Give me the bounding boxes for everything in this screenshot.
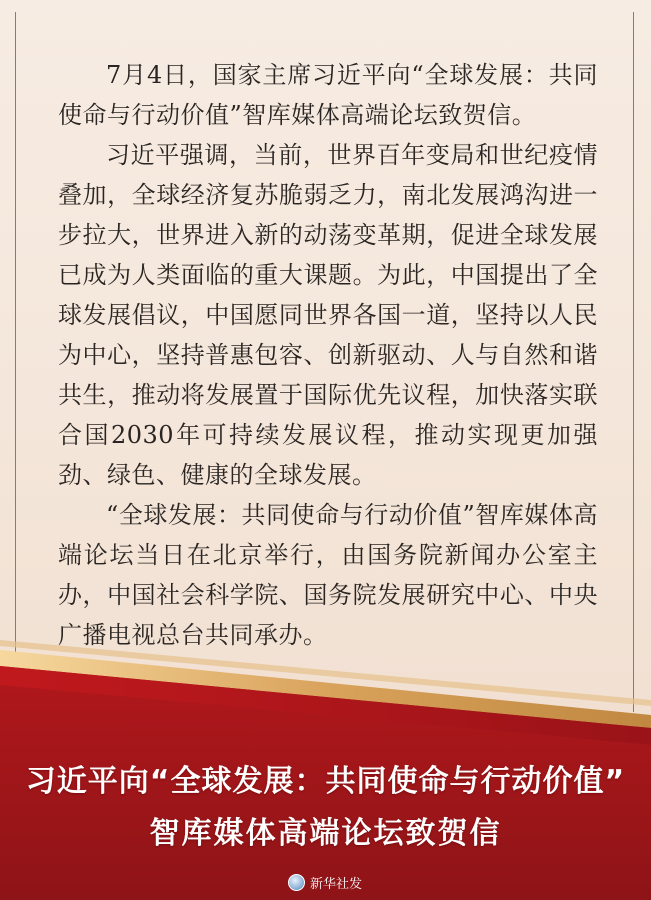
paragraph-3: “全球发展：共同使命与行动价值”智库媒体高端论坛当日在北京举行，由国务院新闻办公室主办，中国社会科学院、国务院发展研究中心、中央广播电视总台共同承办。 xyxy=(58,501,598,649)
headline-line-1: 习近平向“全球发展：共同使命与行动价值” xyxy=(25,764,626,799)
source-label: 新华社发 xyxy=(310,876,363,892)
source-credit xyxy=(288,872,362,892)
headline-line-2: 智库媒体高端论坛致贺信 xyxy=(149,816,502,851)
article-body xyxy=(58,55,598,655)
paragraph-1: 7月4日，国家主席习近平向“全球发展：共同使命与行动价值”智库媒体高端论坛致贺信。 xyxy=(58,61,598,129)
paragraph-2: 习近平强调，当前，世界百年变局和世纪疫情叠加，全球经济复苏脆弱乏力，南北发展鸿沟进一步拉大，世界进入新的动荡变革期，促进全球发展已成为人类面临的重大课题。为此，中国提出了全球发展倡议，中国愿同世界各国一道，坚持以人民为中心，坚持普惠包容、创新驱动、人与自然和谐共生，推动将发展置于国际优先议程，加快落实联合国2030年可持续发展议程，推动实现更加强劲、绿色、健康的全球发展。 xyxy=(58,141,598,489)
globe-icon xyxy=(288,874,305,891)
